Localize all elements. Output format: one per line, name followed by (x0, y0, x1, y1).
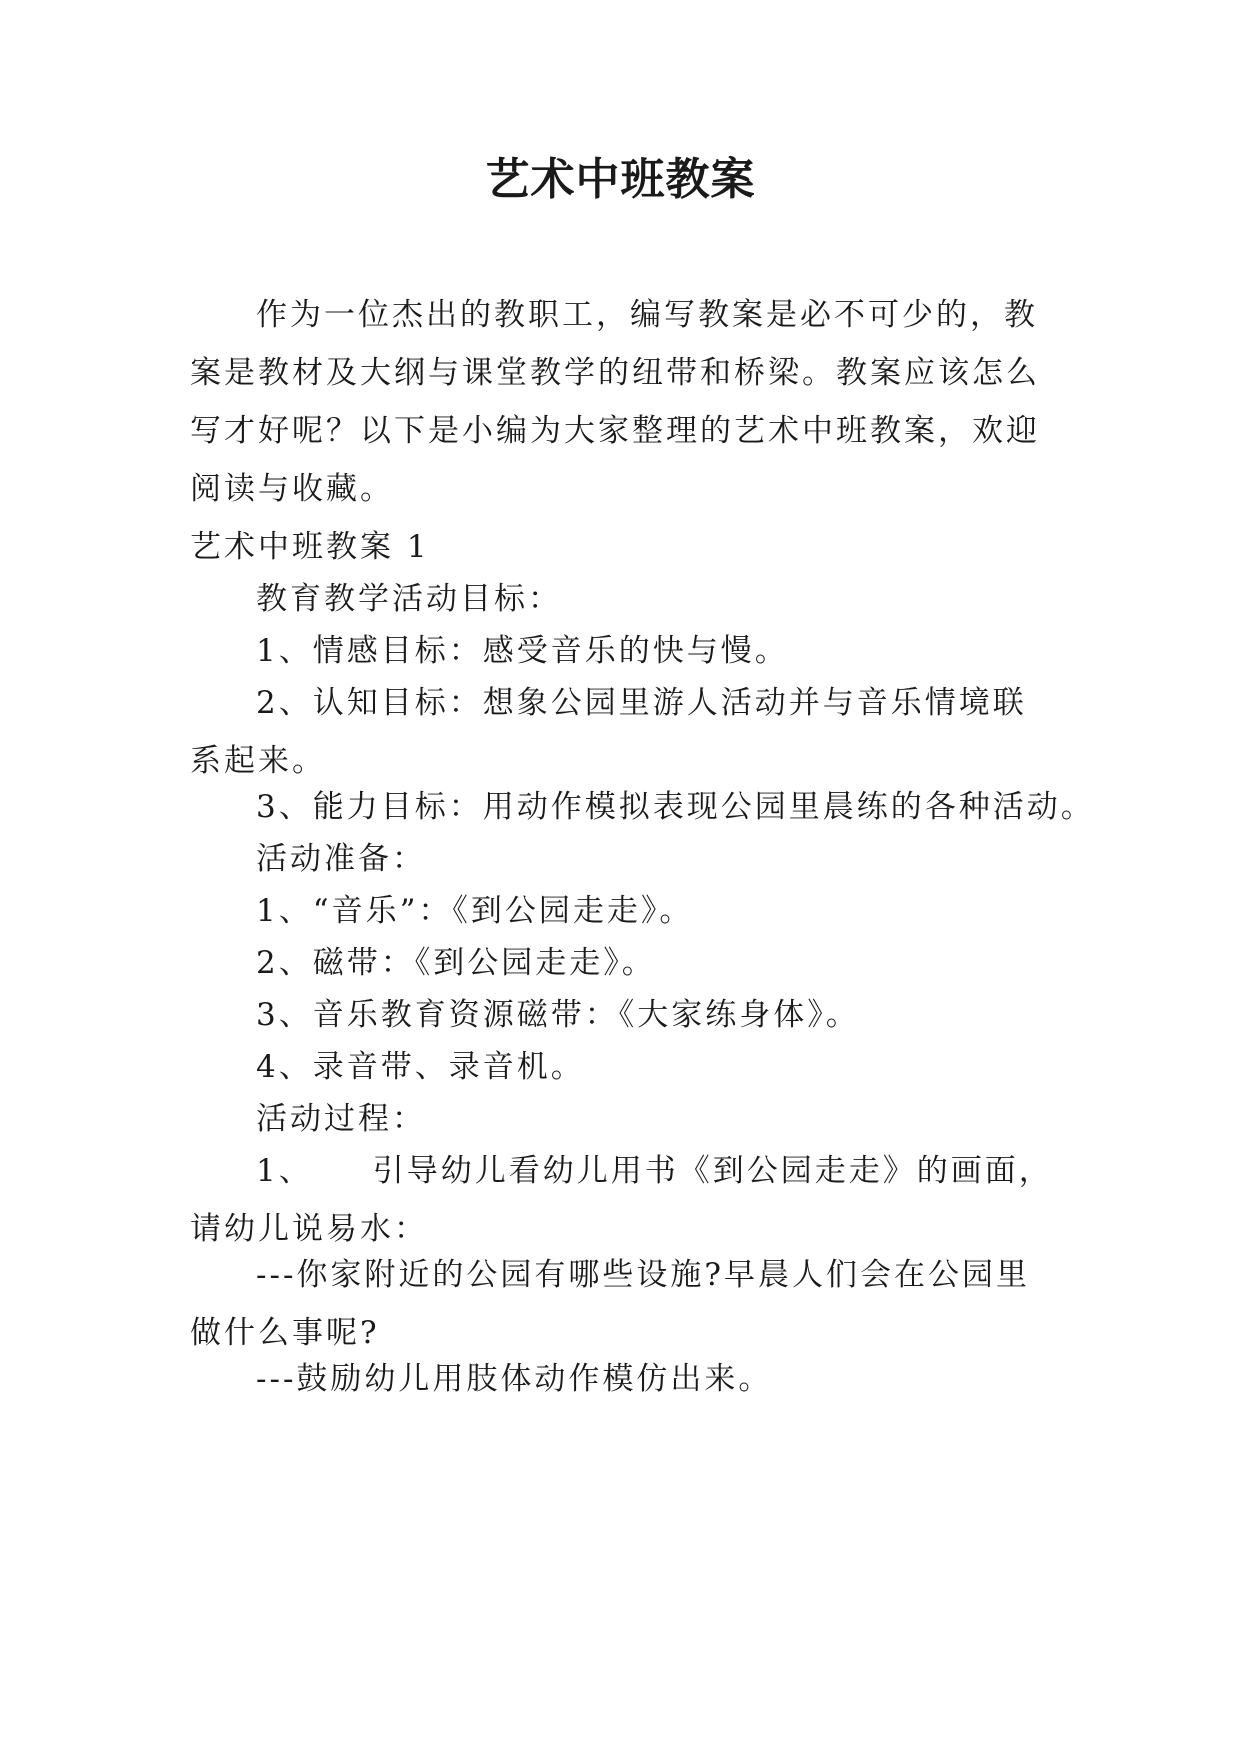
process-heading: 活动过程： (256, 1101, 426, 1137)
process-question: ---你家附近的公园有哪些设施?早晨人们会在公园里做什么事呢? (190, 1257, 1031, 1351)
document-title: 艺术中班教案 (485, 154, 756, 205)
prep-heading: 活动准备： (256, 841, 426, 877)
prep-item: 1、“音乐”：《到公园走走》。 (256, 893, 694, 929)
process-step-text: 引导幼儿看幼儿用书《到公园走走》的画面，请幼儿说易水： (190, 1153, 1053, 1247)
goal-item: 1、情感目标：感受音乐的快与慢。 (256, 633, 789, 669)
goal-item: 3、能力目标：用动作模拟表现公园里晨练的各种活动。 (256, 789, 1095, 825)
prep-item: 3、音乐教育资源磁带：《大家练身体》。 (256, 997, 860, 1033)
process-step (190, 1142, 1060, 1258)
section-heading: 艺术中班教案 1 (190, 529, 430, 565)
process-encourage: ---鼓励幼儿用肢体动作模仿出来。 (256, 1361, 773, 1397)
prep-item: 4、录音带、录音机。 (256, 1049, 585, 1085)
goals-heading: 教育教学活动目标： (256, 581, 562, 617)
prep-item: 2、磁带：《到公园走走》。 (256, 945, 656, 981)
intro-paragraph: 作为一位杰出的教职工，编写教案是必不可少的，教案是教材及大纲与课堂教学的纽带和桥梁。教案应该怎么写才好呢？以下是小编为大家整理的艺术中班教案，欢迎阅读与收藏。 (190, 297, 1040, 507)
goal-item: 2、认知目标：想象公园里游人活动并与音乐情境联系起来。 (190, 685, 1027, 779)
process-step-number: 1、 (256, 1153, 313, 1189)
